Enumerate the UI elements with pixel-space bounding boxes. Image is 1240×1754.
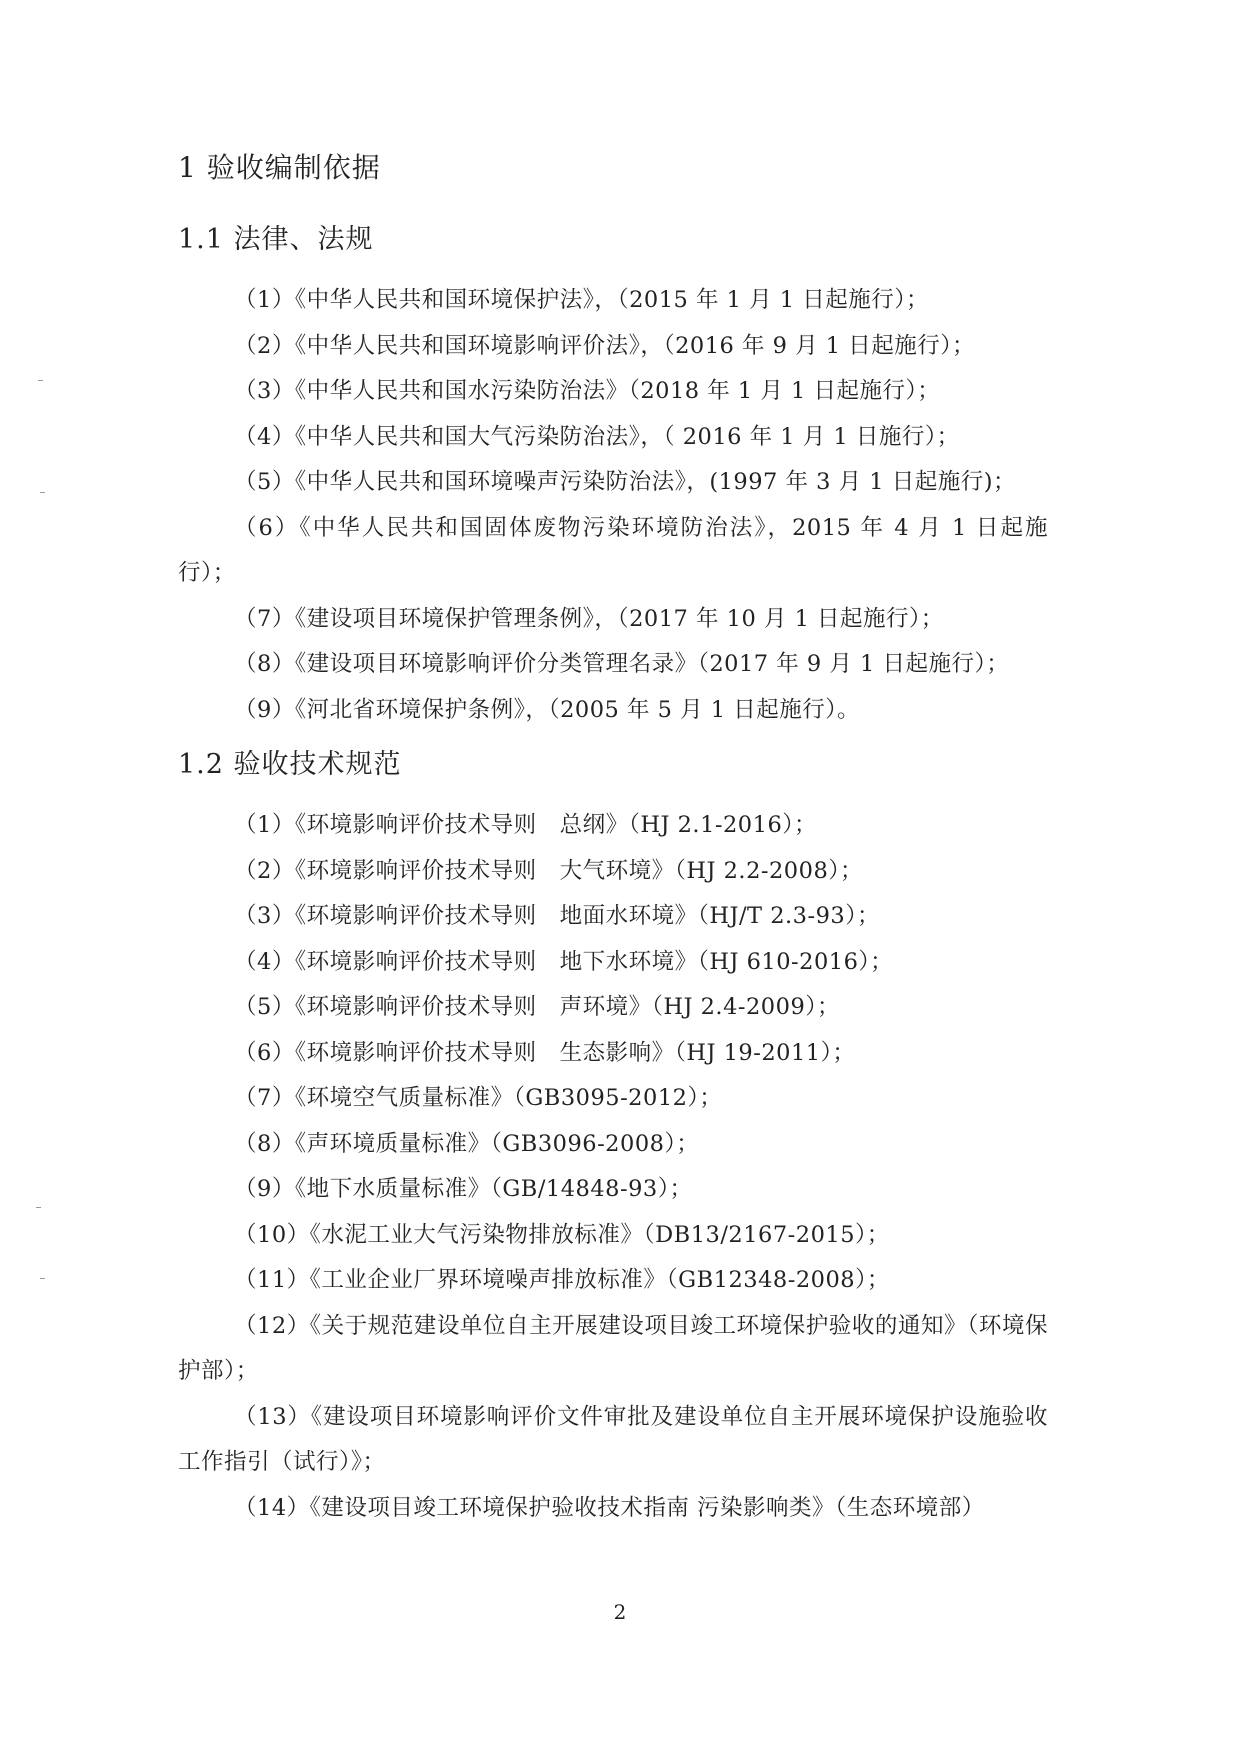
list-item: （8）《建设项目环境影响评价分类管理名录》（2017 年 9 月 1 日起施行）；: [234, 651, 1010, 677]
list-item: （13）《建设项目环境影响评价文件审批及建设单位自主开展环境保护设施验收工作指引（试行）》；: [178, 1403, 1048, 1475]
list-item: （11）《工业企业厂界环境噪声排放标准》（GB12348-2008）；: [234, 1267, 890, 1293]
list-item: （7）《环境空气质量标准》（GB3095-2012）；: [234, 1085, 723, 1111]
list-item: （14）《建设项目竣工环境保护验收技术指南 污染影响类》（生态环境部）: [234, 1494, 985, 1521]
list-item: （10）《水泥工业大气污染物排放标准》（DB13/2167-2015）；: [234, 1221, 890, 1248]
scan-speck: [40, 492, 45, 493]
subsection-heading-1-2: 1.2 验收技术规范: [178, 749, 402, 780]
list-item: （6）《中华人民共和国固体废物污染环境防治法》，2015 年 4 月 1 日起施行）；: [178, 514, 1048, 586]
subsection-heading-1-1: 1.1 法律、法规: [178, 224, 374, 255]
list-item: （7）《建设项目环境保护管理条例》，（2017 年 10 月 1 日起施行）；: [234, 605, 944, 632]
list-item: （2）《中华人民共和国环境影响评价法》，（2016 年 9 月 1 日起施行）；: [234, 332, 975, 359]
list-item: （2）《环境影响评价技术导则 大气环境》（HJ 2.2-2008）；: [234, 857, 864, 884]
list-item: （9）《地下水质量标准》（GB/14848-93）；: [234, 1176, 693, 1202]
list-item: （9）《河北省环境保护条例》，（2005 年 5 月 1 日起施行）。: [234, 696, 860, 723]
scan-speck: [36, 1207, 41, 1208]
technical-specs-list: [178, 803, 1048, 1531]
list-item: （1）《环境影响评价技术导则 总纲》（HJ 2.1-2016）；: [234, 812, 818, 838]
list-item: （4）《环境影响评价技术导则 地下水环境》（HJ 610-2016）；: [234, 948, 894, 975]
list-item: （5）《环境影响评价技术导则 声环境》（HJ 2.4-2009）；: [234, 994, 841, 1020]
laws-regulations-list: [178, 278, 1048, 733]
list-item: （8）《声环境质量标准》（GB3096-2008）；: [234, 1130, 700, 1157]
list-item: （3）《中华人民共和国水污染防治法》（2018 年 1 月 1 日起施行）；: [234, 378, 941, 404]
list-item: （5）《中华人民共和国环境噪声污染防治法》，(1997 年 3 月 1 日起施行)；: [234, 469, 1017, 495]
section-heading-1: 1 验收编制依据: [178, 151, 381, 184]
list-item: （1）《中华人民共和国环境保护法》，（2015 年 1 月 1 日起施行）；: [234, 287, 929, 313]
document-body: [178, 148, 1048, 1543]
scan-speck: [40, 1278, 45, 1279]
list-item: （6）《环境影响评价技术导则 生态影响》（HJ 19-2011）；: [234, 1039, 856, 1066]
page-number: 2: [613, 1600, 627, 1624]
list-item: （12）《关于规范建设单位自主开展建设项目竣工环境保护验收的通知》（环境保护部）；: [178, 1312, 1048, 1384]
list-item: （3）《环境影响评价技术导则 地面水环境》（HJ/T 2.3-93）；: [234, 903, 880, 929]
scan-speck: [38, 380, 43, 381]
list-item: （4）《中华人民共和国大气污染防治法》，（ 2016 年 1 月 1 日施行）；: [234, 423, 960, 450]
